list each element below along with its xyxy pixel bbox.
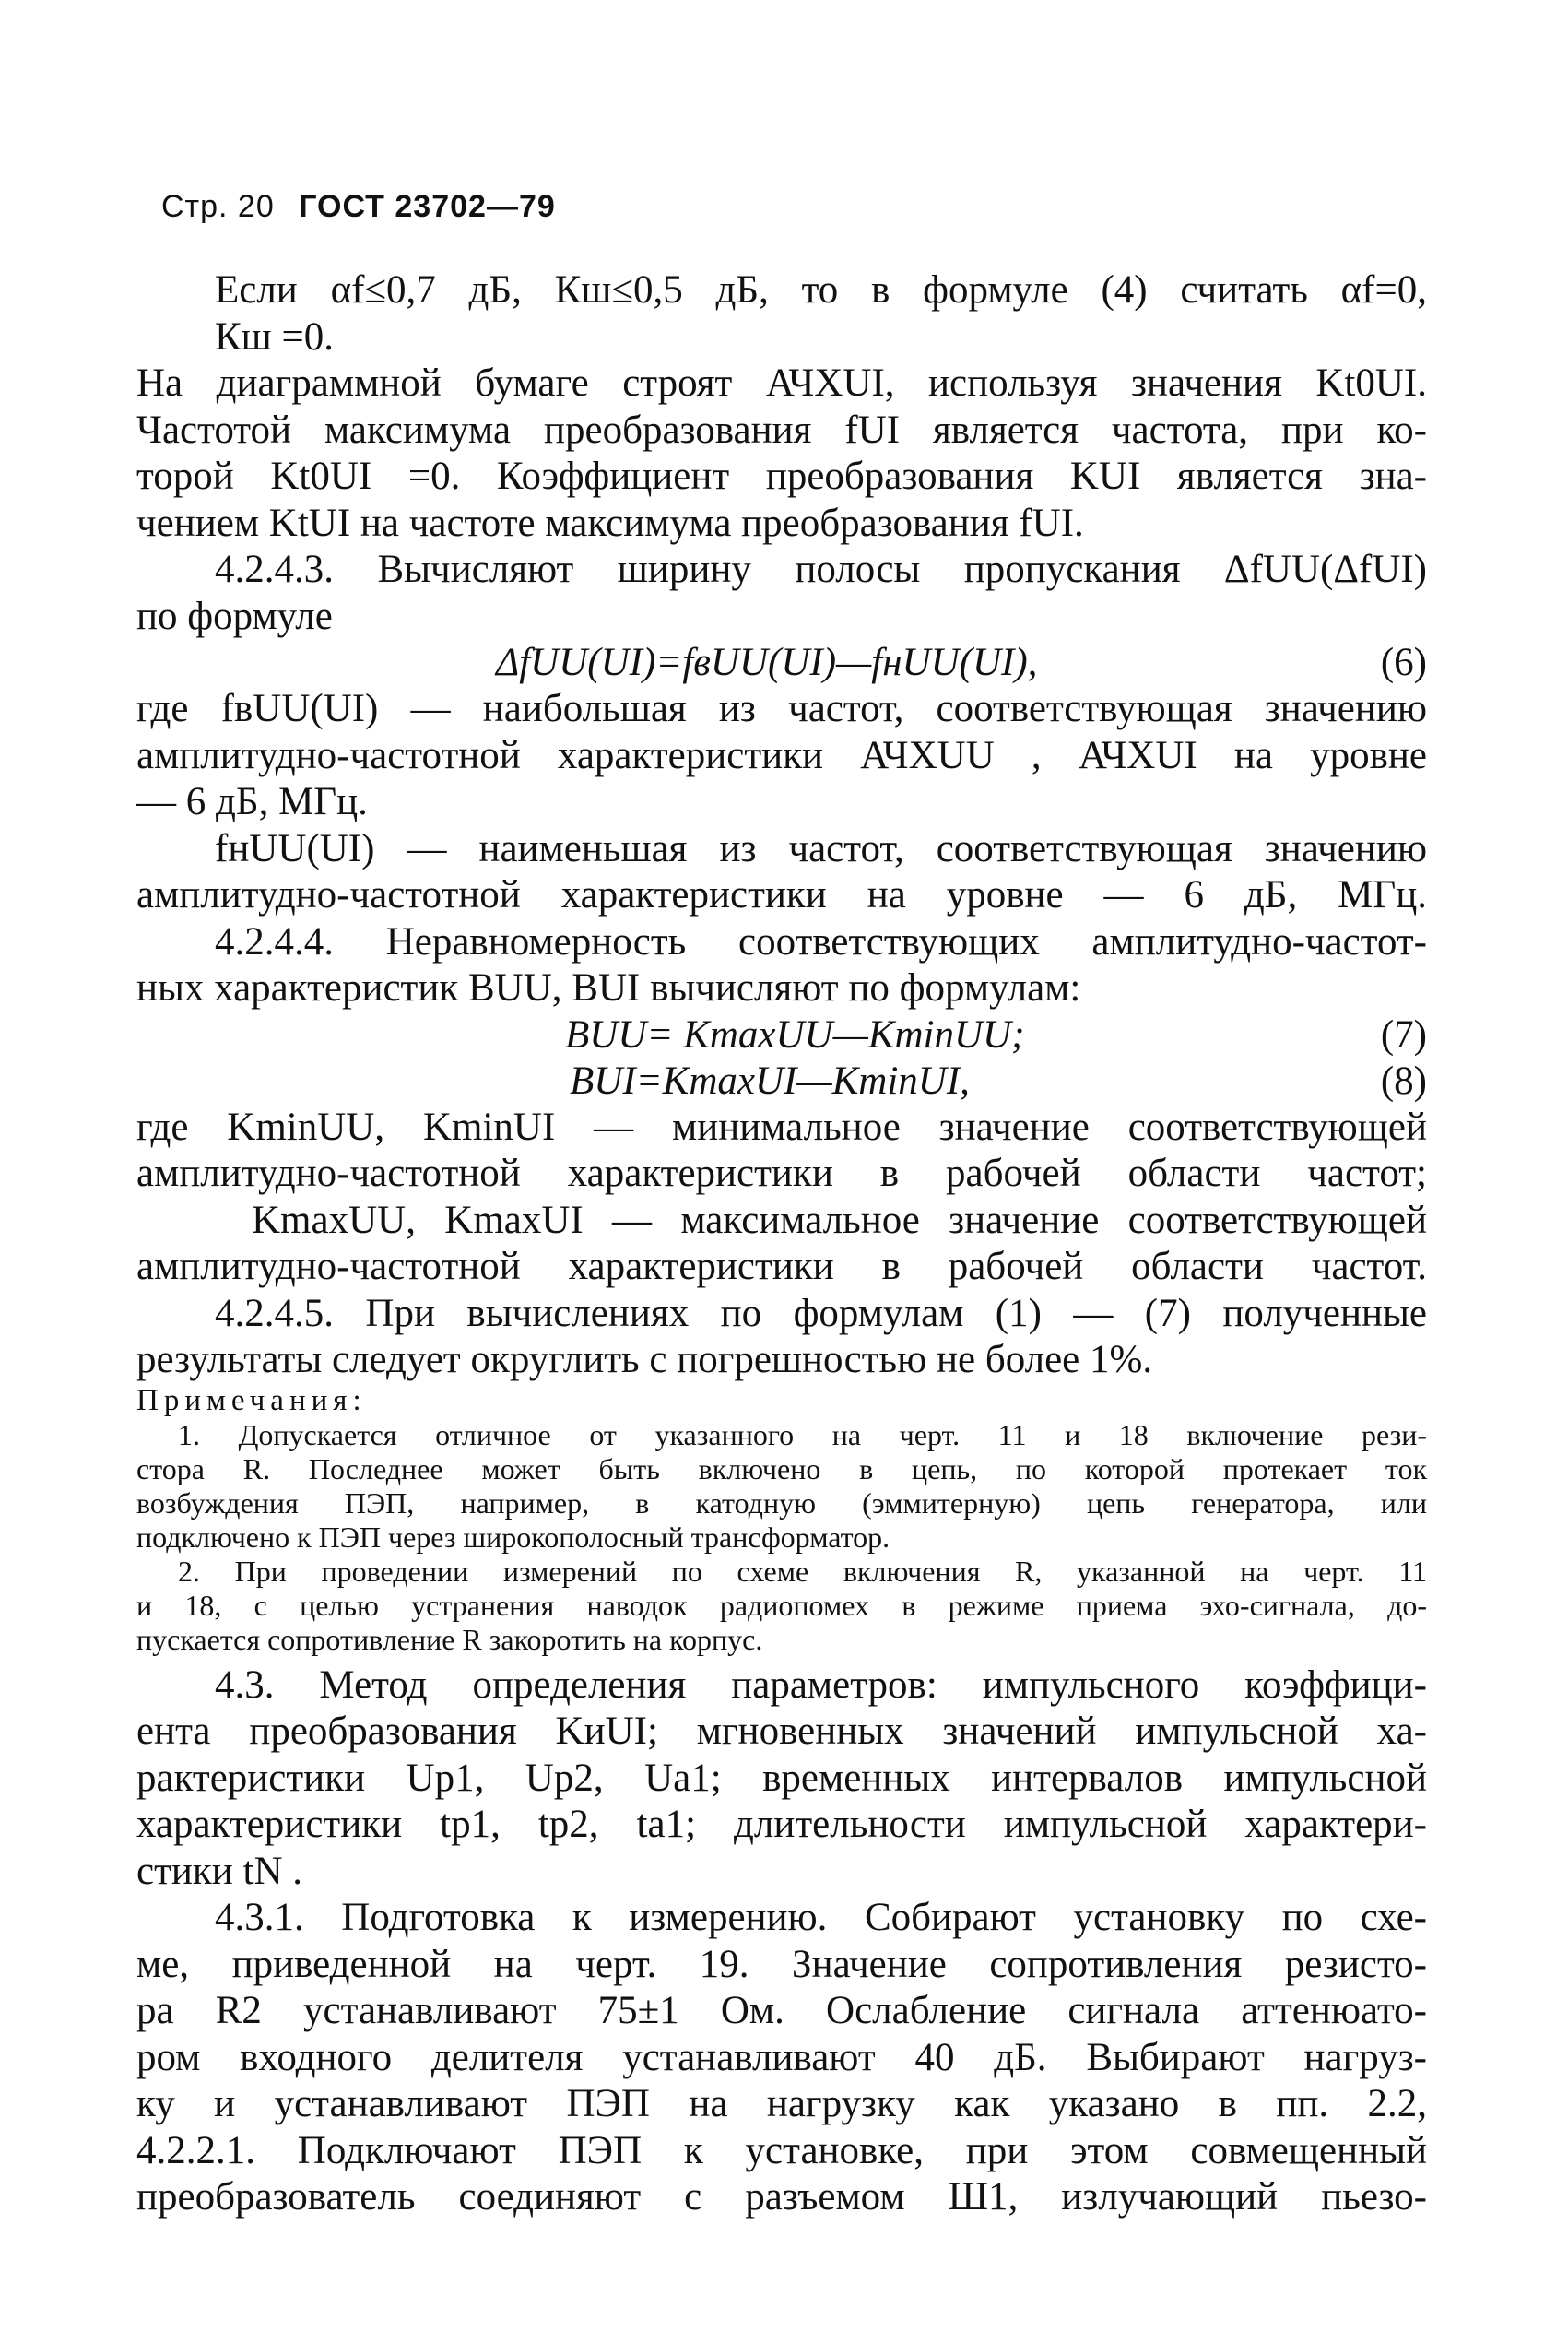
paragraph-5 [136, 826, 1427, 873]
text-line: где fвUU(UI) — наибольшая из частот, соответствующая значению [136, 687, 1427, 730]
standard-number: ГОСТ 23702—79 [299, 189, 556, 224]
text-line: На диаграммной бумаге строят АЧХUI, используя значения Kt0UI. [136, 361, 1427, 405]
formula-7 [136, 1012, 1427, 1059]
text-line: результаты следует округлить с погрешностью не более 1%. [136, 1338, 1153, 1381]
page-header [161, 189, 556, 225]
text-line: — 6 дБ, МГц. [136, 780, 368, 823]
text-line: Если αf≤0,7 дБ, Кш≤0,5 дБ, то в формуле (4) считать αf=0, [215, 268, 1427, 312]
text-line: fнUU(UI) — наименьшая из частот, соответствующая значению [215, 826, 1427, 870]
text-line: ента преобразования KиUI; мгновенных значений импульсной ха- [136, 1710, 1427, 1753]
paragraph-7 [136, 1105, 1427, 1198]
paragraph-2 [136, 361, 1427, 547]
text-line: KmaxUU, KmaxUI — максимальное значение соответствующей [252, 1198, 1427, 1242]
text-line: пускается сопротивление R закоротить на корпус. [136, 1622, 763, 1656]
text-line: ку и устанавливают ПЭП на нагрузку как указано в пп. 2.2, [136, 2082, 1427, 2125]
text-line: ных характеристик BUU, BUI вычисляют по формулам: [136, 966, 1081, 1010]
section-4-3 [136, 1662, 1427, 1710]
text-line: характеристики tp1, tp2, ta1; длительности импульсной характери- [136, 1803, 1427, 1846]
text-line: 4.3.1. Подготовка к измерению. Собирают установку по схе- [215, 1896, 1427, 1939]
section-4-3-1 [136, 1895, 1427, 1942]
formula-number: (8) [1380, 1059, 1427, 1103]
formula-number: (6) [1380, 641, 1427, 684]
text-line: 4.3. Метод определения параметров: импульсного коэффици- [215, 1662, 1427, 1707]
text-line: 4.2.2.1. Подключают ПЭП к установке, при этом совмещенный [136, 2128, 1427, 2172]
paragraph-7-b [136, 1198, 1427, 1245]
section-4-2-4-3 [136, 547, 1427, 594]
formula-6 [136, 640, 1427, 686]
text-line: 4.2.4.4. Неравномерность соответствующих амплитудно-частот- [215, 919, 1427, 964]
text-line: 2. При проведении измерений по схеме включения R, указанной на черт. 11 [178, 1554, 1427, 1588]
formula-expression: BUU= KmaxUU—KminUU; [565, 1012, 1025, 1057]
text-line: возбуждения ПЭП, например, в катодную (эммитерную) цепь генератора, или [136, 1485, 1427, 1520]
note-2-cont [136, 1589, 1427, 1657]
note-1-cont [136, 1452, 1427, 1555]
note-1 [136, 1418, 1427, 1452]
formula-8 [136, 1059, 1427, 1105]
section-4-3-1-cont [136, 1942, 1427, 2221]
paragraph-1 [136, 267, 1427, 361]
section-4-2-4-4 [136, 919, 1427, 966]
text-line: амплитудно-частотной характеристики АЧХUU , АЧХUI на уровне [136, 733, 1427, 777]
paragraph-4 [136, 686, 1427, 826]
text-line: торой Kt0UI =0. Коэффициент преобразования KUI является зна- [136, 455, 1427, 498]
section-4-2-4-5 [136, 1291, 1427, 1338]
text-line: 4.2.4.3. Вычисляют ширину полосы пропускания ΔfUU(ΔfUI) [215, 548, 1427, 591]
text-line: 4.2.4.5. При вычислениях по формулам (1) — (7) полученные [215, 1291, 1427, 1335]
text-line: подключено к ПЭП через широкополосный трансформатор. [136, 1520, 890, 1554]
text-line: стора R. Последнее может быть включено в цепь, по которой протекает ток [136, 1451, 1427, 1485]
paragraph-8-cont [136, 1337, 1427, 1384]
paragraph-6-cont [136, 965, 1427, 1012]
text-line: и 18, с целью устранения наводок радиопомех в режиме приема эхо-сигнала, до- [136, 1588, 1427, 1622]
section-4-3-cont [136, 1709, 1427, 1895]
formula-expression: ΔfUU(UI)=fвUU(UI)—fнUU(UI), [496, 641, 1038, 684]
text-line: преобразователь соединяют с разъемом Ш1, излучающий пьезо- [136, 2175, 1427, 2219]
text-line: ром входного делителя устанавливают 40 дБ. Выбирают нагруз- [136, 2035, 1427, 2079]
text-line: ме, приведенной на черт. 19. Значение сопротивления резисто- [136, 1942, 1427, 1986]
formula-number: (7) [1380, 1012, 1427, 1057]
text-line: по формуле [136, 594, 333, 638]
text-line: амплитудно-частотной характеристики в рабочей области частот. [136, 1245, 1427, 1288]
text-line: где KminUU, KminUI — минимальное значение соответствующей [136, 1105, 1427, 1149]
formula-expression: BUI=KmaxUI—KminUI, [570, 1059, 970, 1103]
notes-title: Примечания: [136, 1383, 367, 1417]
text-line: амплитудно-частотной характеристики в рабочей области частот; [136, 1152, 1427, 1195]
page-number: Стр. 20 [161, 189, 275, 224]
text-line: ра R2 устанавливают 75±1 Ом. Ослабление сигнала аттенюато- [136, 1989, 1427, 2032]
text-line: Частотой максимума преобразования fUI является частота, при ко- [136, 408, 1427, 452]
document-body [136, 267, 1427, 2221]
text-line: 1. Допускается отличное от указанного на черт. 11 и 18 включение рези- [178, 1417, 1427, 1451]
paragraph-3-cont [136, 594, 1427, 641]
text-line: рактеристики Up1, Up2, Ua1; временных интервалов импульсной [136, 1756, 1427, 1800]
text-line: чением KtUI на частоте максимума преобразования fUI. [136, 501, 1084, 545]
text-line: Кш =0. [215, 314, 335, 359]
text-line: стики tN . [136, 1849, 303, 1893]
note-2 [136, 1555, 1427, 1589]
text-line: амплитудно-частотной характеристики на уровне — 6 дБ, МГц. [136, 873, 1427, 917]
notes-block [136, 1384, 1427, 1657]
paragraph-5-cont [136, 872, 1427, 919]
paragraph-7-c [136, 1244, 1427, 1291]
